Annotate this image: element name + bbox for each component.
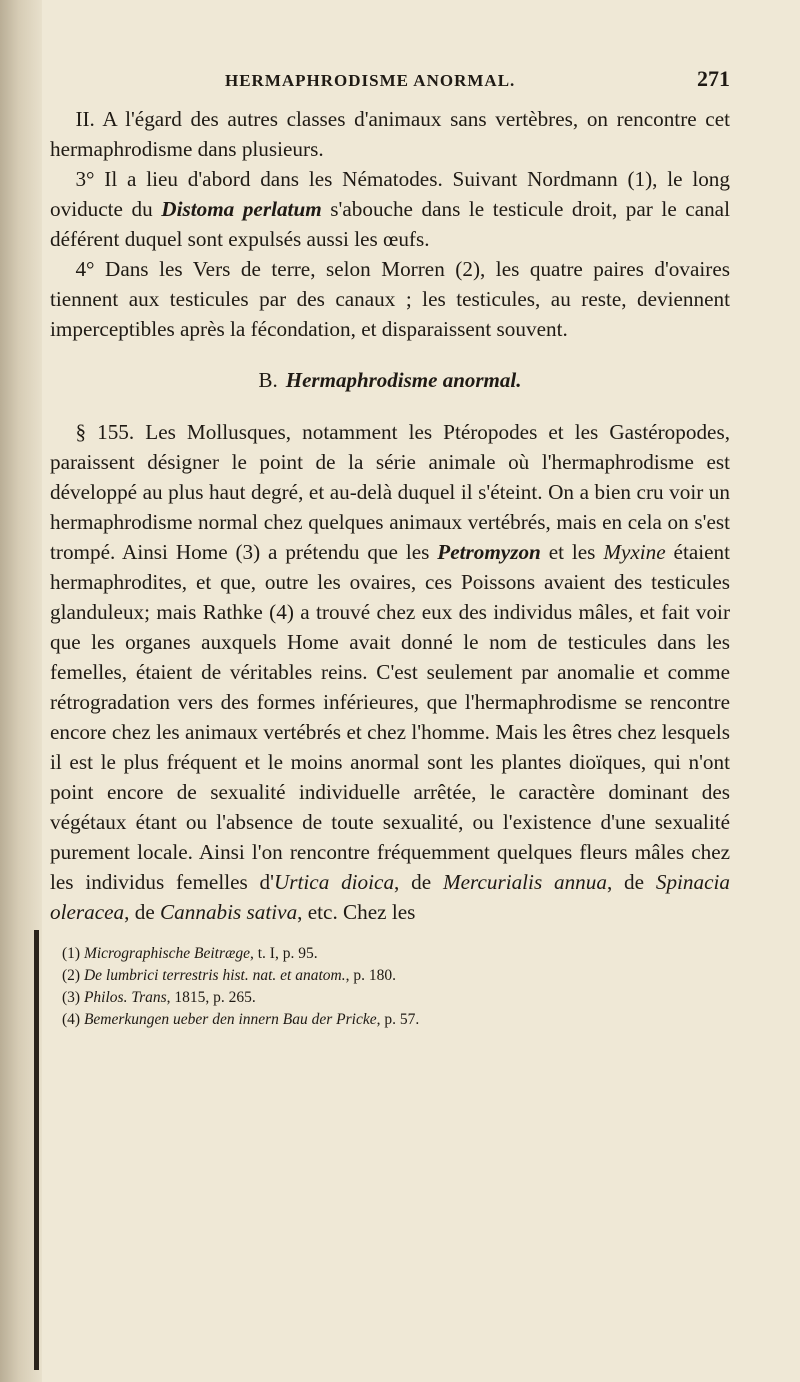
text-run: (3) xyxy=(62,989,84,1006)
italic-term: Bemerkungen ueber den innern Bau der Pricke xyxy=(83,1011,377,1028)
italic-term: Urtica dioica xyxy=(273,870,395,894)
running-header xyxy=(50,66,730,92)
text-run: (2) xyxy=(62,967,84,984)
book-page xyxy=(50,66,730,1031)
italic-term: De lumbrici terrestris hist. nat. et anatom. xyxy=(83,967,346,984)
text-run: (1) xyxy=(62,945,84,962)
footnotes xyxy=(50,943,730,1031)
text-run: II. A l'égard des autres classes d'animaux sans vertèbres, on rencontre cet hermaphrodisme dans plusieurs. xyxy=(50,107,730,161)
text-run: (4) xyxy=(62,1011,84,1028)
paragraph-p2 xyxy=(50,164,730,254)
footnote xyxy=(50,987,730,1009)
page-number: 271 xyxy=(697,66,730,91)
footnote xyxy=(50,943,730,965)
text-run: , p. 57. xyxy=(376,1011,420,1028)
section-heading xyxy=(50,368,730,393)
italic-term: Spinacia oleracea xyxy=(50,870,731,924)
section-letter: B. xyxy=(258,368,278,392)
text-run: , de xyxy=(394,870,443,894)
italic-term: Micrographische Beitræge xyxy=(83,945,250,962)
text-run: s'abouche dans le testicule droit, par le canal déférent duquel sont expulsés aussi les œufs. xyxy=(50,197,730,251)
footnote xyxy=(50,965,730,987)
paragraph-p3 xyxy=(50,254,730,344)
text-run: , 1815, p. 265. xyxy=(166,989,256,1006)
main-paragraph xyxy=(50,417,730,927)
text-run: 4° Dans les Vers de terre, selon Morren (2), les quatre paires d'ovaires tiennent aux testicules par des canaux ; les testicules, au reste, deviennent imperceptibles après la fécondation, et disparaissent souvent. xyxy=(50,257,730,341)
italic-term: Petromyzon xyxy=(437,540,541,564)
text-run: et les xyxy=(540,540,604,564)
paragraph-p1 xyxy=(50,104,730,164)
text-run: § 155. Les Mollusques, notamment les Ptéropodes et les Gastéropodes, paraissent désigner le point de la série animale où l'hermaphrodisme est développé au plus haut degré, et au-delà duquel il s'éteint. On a bien cru voir un hermaphrodisme normal chez quelques animaux vertébrés, mais en cela on s'est trompé. Ainsi Home (3) a prétendu que les xyxy=(50,420,730,564)
italic-term: Myxine xyxy=(603,540,666,564)
text-run: , p. 180. xyxy=(345,967,396,984)
binding-edge-line xyxy=(34,930,39,1370)
text-run: , etc. Chez les xyxy=(297,900,416,924)
text-run: , de xyxy=(606,870,656,894)
footnote xyxy=(50,1009,730,1031)
italic-term: Cannabis sativa xyxy=(160,900,298,924)
section-title: Hermaphrodisme anormal. xyxy=(285,368,522,392)
text-run: , de xyxy=(124,900,161,924)
intro-paragraphs xyxy=(50,104,730,344)
italic-term: Distoma perlatum xyxy=(161,197,322,221)
text-run: , t. I, p. 95. xyxy=(249,945,318,962)
text-run: étaient hermaphrodites, et que, outre les ovaires, ces Poissons avaient des testicules glanduleux; mais Rathke (4) a trouvé chez eux des individus mâles, et fait voir que les organes auxquels Home avait donné le nom de testicules dans les femelles, étaient de véritables reins. C'est seulement par anomalie et comme rétrogradation vers des formes inférieures, que l'hermaphrodisme se rencontre encore chez les animaux vertébrés et chez l'homme. Mais les êtres chez lesquels il est le plus fréquent et le moins anormal sont les plantes dioïques, qui n'ont point encore de sexualité individuelle arrêtée, le caractère dominant des végétaux étant ou l'absence de toute sexualité, ou l'existence d'une sexualité purement locale. Ainsi l'on rencontre fréquemment quelques fleurs mâles chez les individus femelles d' xyxy=(50,540,731,894)
running-title: HERMAPHRODISME ANORMAL. xyxy=(225,71,516,90)
text-run: 3° Il a lieu d'abord dans les Nématodes. Suivant Nordmann (1), le long oviducte du xyxy=(50,167,730,221)
italic-term: Mercurialis annua xyxy=(442,870,607,894)
italic-term: Philos. Trans xyxy=(83,989,167,1006)
